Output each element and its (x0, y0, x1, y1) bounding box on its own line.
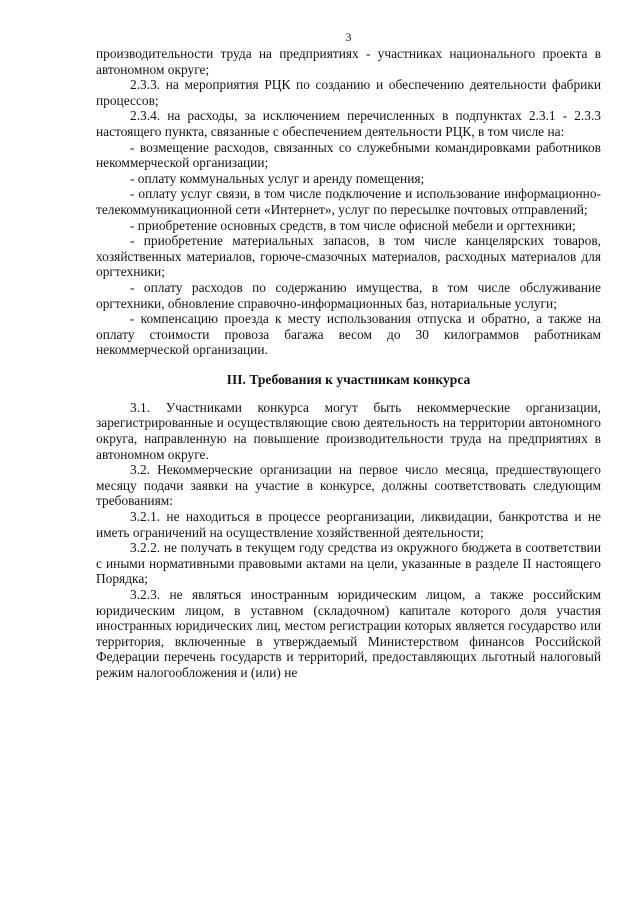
paragraph: 3.1. Участниками конкурса могут быть некоммерческие организации, зарегистрированные и осуществляющие свою деятельность на территории автономного округа, направленную на повышение производительности труда на предприятиях в автономном округе. (96, 399, 601, 462)
paragraph: 2.3.3. на мероприятия РЦК по созданию и обеспечению деятельности фабрики процессов; (96, 77, 601, 108)
paragraph: - оплату расходов по содержанию имущества, в том числе обслуживание оргтехники, обновление справочно-информационных баз, нотариальные услуги; (96, 279, 601, 311)
document-body (96, 46, 601, 681)
paragraph: 3.2. Некоммерческие организации на первое число месяца, предшествующего месяцу подачи заявки на участие в конкурсе, должны соответствовать следующим требованиям: (96, 462, 601, 509)
paragraph: 2.3.4. на расходы, за исключением перечисленных в подпунктах 2.3.1 - 2.3.3 настоящего пункта, связанные с обеспечением деятельности РЦК, в том числе на: (96, 108, 601, 139)
paragraph: 3.2.2. не получать в текущем году средства из окружного бюджета в соответствии с иными нормативными правовыми актами на цели, указанные в разделе II настоящего Порядка; (96, 540, 601, 587)
section-3-body (96, 400, 601, 681)
paragraph: 3.2.3. не являться иностранным юридическим лицом, а также российским юридическим лицом, в уставном (складочном) капитале которого доля участия иностранных юридических лиц, местом регистрации которых является государство или территория, включенные в утверждаемый Министерством финансов Российской Федерации перечень государств и территорий, предоставляющих льготный налоговый режим налогообложения и (или) не (96, 587, 601, 680)
paragraph: - оплату коммунальных услуг и аренду помещения; (130, 170, 425, 186)
paragraph: - оплату услуг связи, в том числе подключение и использование информационно-телекоммуникационной сети «Интернет», услуг по пересылке почтовых отправлений; (96, 186, 601, 217)
section-2-continuation (96, 46, 601, 358)
section-heading: III. Требования к участникам конкурса (226, 371, 471, 387)
paragraph: - приобретение материальных запасов, в том числе канцелярских товаров, хозяйственных материалов, горюче-смазочных материалов, расходных материалов для оргтехники; (96, 233, 601, 280)
paragraph: - возмещение расходов, связанных со служебными командировками работников некоммерческой организации; (96, 139, 601, 171)
page-number: 3 (345, 30, 352, 44)
paragraph: - приобретение основных средств, в том числе офисной мебели и оргтехники; (130, 217, 576, 233)
paragraph: 3.2.1. не находиться в процессе реорганизации, ликвидации, банкротства и не иметь ограничений на осуществление хозяйственной деятельности; (96, 509, 601, 540)
paragraph: - компенсацию проезда к месту использования отпуска и обратно, а также на оплату стоимости провоза багажа весом до 30 килограммов работникам некоммерческой организации. (96, 311, 601, 358)
paragraph: производительности труда на предприятиях - участниках национального проекта в автономном округе; (96, 46, 601, 77)
